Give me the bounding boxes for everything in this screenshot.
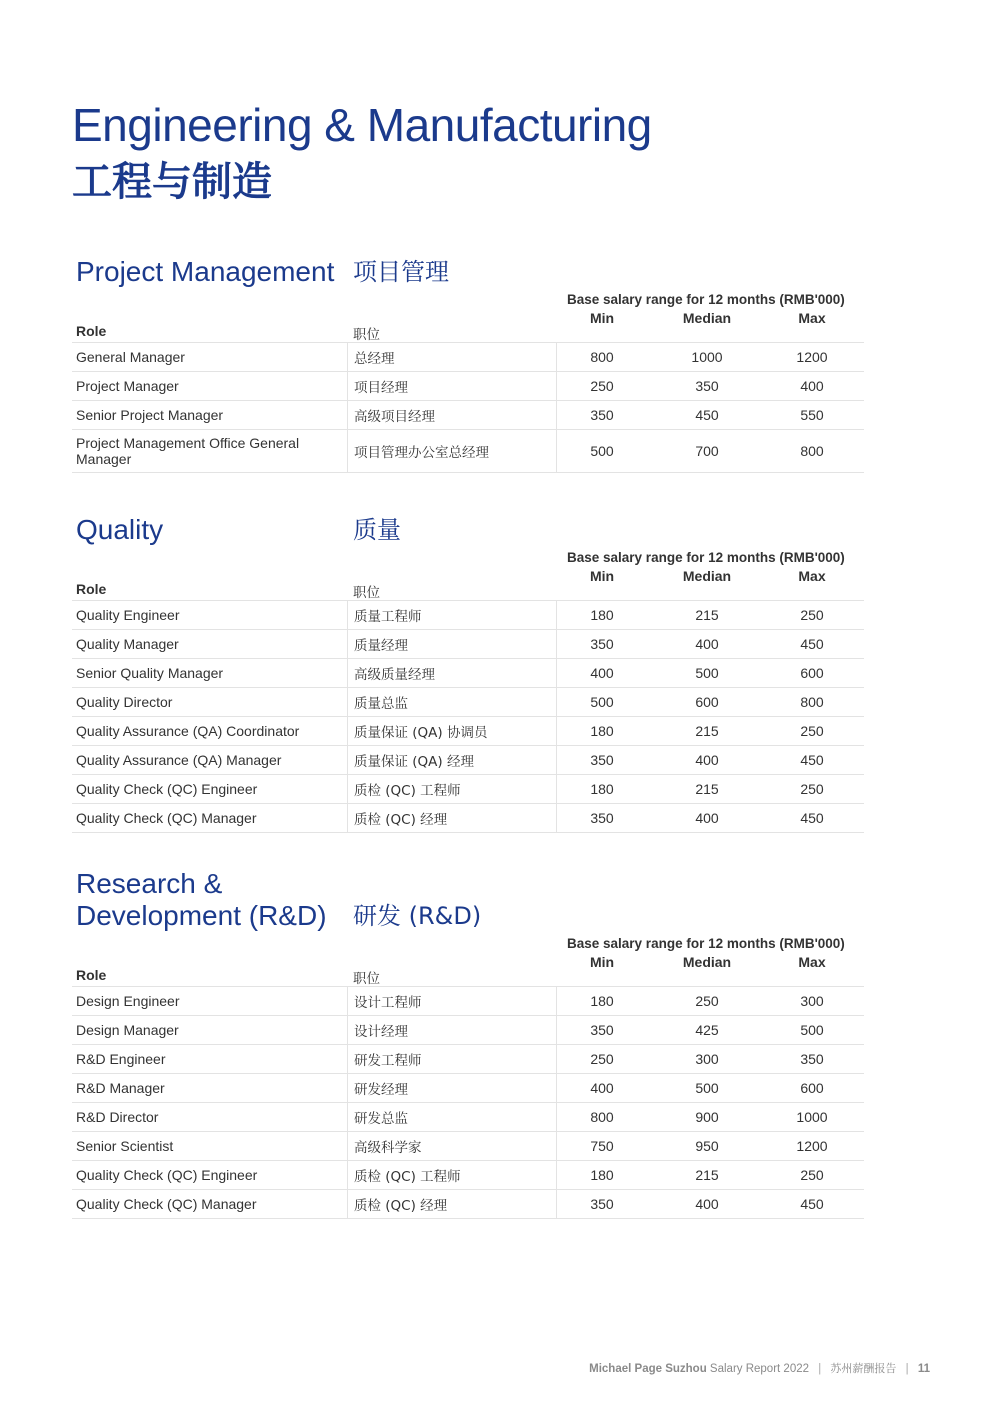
table-row (72, 775, 864, 804)
max-cell: 800 (800, 694, 824, 710)
role-chinese-cell: 高级科学家 (347, 1132, 557, 1160)
role-chinese-cell: 质量保证 (QA) 协调员 (347, 717, 557, 745)
role-cell: Quality Engineer (76, 607, 180, 623)
min-cell: 350 (590, 407, 614, 423)
footer-report-title: Salary Report 2022 (709, 1363, 810, 1375)
min-cell: 750 (590, 1138, 614, 1154)
role-chinese-cell: 质检 (QC) 经理 (347, 804, 557, 832)
min-cell: 180 (590, 781, 614, 797)
min-cell: 250 (590, 378, 614, 394)
max-cell: 450 (800, 1196, 824, 1212)
median-cell: 400 (695, 636, 719, 652)
role-chinese-cell: 质检 (QC) 工程师 (347, 1161, 557, 1189)
role-cell: Quality Check (QC) Manager (76, 810, 257, 826)
role-cell: Quality Assurance (QA) Manager (76, 752, 282, 768)
median-cell: 1000 (691, 349, 723, 365)
max-cell: 600 (800, 1080, 824, 1096)
role-cell: R&D Director (76, 1109, 159, 1125)
median-cell: 400 (695, 810, 719, 826)
table-row (72, 1132, 864, 1161)
role-cell: Senior Quality Manager (76, 665, 224, 681)
min-cell: 350 (590, 752, 614, 768)
role-cell: Quality Check (QC) Engineer (76, 1167, 258, 1183)
role-chinese-cell: 质量工程师 (347, 601, 557, 629)
median-cell: 350 (695, 378, 719, 394)
header-role: Role (76, 581, 107, 597)
min-cell: 500 (590, 694, 614, 710)
max-cell: 400 (800, 378, 824, 394)
min-cell: 350 (590, 1022, 614, 1038)
max-cell: 450 (800, 810, 824, 826)
header-median: Median (682, 954, 732, 970)
salary-range-label: Base salary range for 12 months (RMB'000) (567, 550, 845, 565)
median-cell: 600 (695, 694, 719, 710)
table-row (72, 717, 864, 746)
table-row (72, 1190, 864, 1219)
role-chinese-cell: 设计经理 (347, 1016, 557, 1044)
role-cell: Project Manager (76, 378, 179, 394)
min-cell: 180 (590, 1167, 614, 1183)
table-row (72, 630, 864, 659)
page-title-chinese: 工程与制造 (72, 159, 272, 205)
header-role: Role (76, 967, 107, 983)
min-cell: 500 (590, 443, 614, 459)
header-median: Median (682, 568, 732, 584)
header-min: Min (589, 954, 615, 970)
header-role-chinese: 职位 (353, 971, 380, 987)
table-row (72, 1161, 864, 1190)
table-row (72, 1016, 864, 1045)
max-cell: 300 (800, 993, 824, 1009)
role-cell: R&D Engineer (76, 1051, 166, 1067)
max-cell: 1000 (796, 1109, 828, 1125)
table-row (72, 401, 864, 430)
role-cell: Quality Director (76, 694, 173, 710)
role-chinese-cell: 研发经理 (347, 1074, 557, 1102)
header-min: Min (589, 310, 615, 326)
footer-separator: | (905, 1363, 909, 1375)
role-cell: Quality Check (QC) Manager (76, 1196, 257, 1212)
page-number: 11 (917, 1363, 930, 1375)
max-cell: 250 (800, 1167, 824, 1183)
role-cell: Design Engineer (76, 993, 180, 1009)
role-chinese-cell: 质量保证 (QA) 经理 (347, 746, 557, 774)
max-cell: 250 (800, 723, 824, 739)
role-cell: R&D Manager (76, 1080, 165, 1096)
salary-range-label: Base salary range for 12 months (RMB'000) (567, 936, 845, 951)
table-row (72, 372, 864, 401)
footer-report-title-chinese: 苏州薪酬报告 (830, 1362, 897, 1375)
table-row (72, 804, 864, 833)
median-cell: 900 (695, 1109, 719, 1125)
min-cell: 350 (590, 1196, 614, 1212)
footer-brand: Michael Page Suzhou (589, 1363, 707, 1375)
role-cell: Quality Check (QC) Engineer (76, 781, 258, 797)
section-title-line2: Development (R&D) (76, 900, 327, 931)
role-chinese-cell: 质量总监 (347, 688, 557, 716)
role-cell: Quality Manager (76, 636, 179, 652)
min-cell: 800 (590, 1109, 614, 1125)
role-chinese-cell: 质检 (QC) 经理 (347, 1190, 557, 1218)
median-cell: 450 (695, 407, 719, 423)
median-cell: 215 (695, 781, 719, 797)
median-cell: 500 (695, 665, 719, 681)
max-cell: 550 (800, 407, 824, 423)
table-row (72, 1074, 864, 1103)
min-cell: 400 (590, 665, 614, 681)
role-cell: Design Manager (76, 1022, 179, 1038)
role-cell: Senior Project Manager (76, 407, 224, 423)
role-cell: Senior Scientist (76, 1138, 174, 1154)
header-role-chinese: 职位 (353, 585, 380, 601)
max-cell: 250 (800, 781, 824, 797)
table-body (72, 987, 864, 1219)
median-cell: 250 (695, 993, 719, 1009)
header-max: Max (798, 568, 826, 584)
role-chinese-cell: 高级质量经理 (347, 659, 557, 687)
median-cell: 950 (695, 1138, 719, 1154)
min-cell: 250 (590, 1051, 614, 1067)
role-chinese-cell: 质量经理 (347, 630, 557, 658)
table-row (72, 601, 864, 630)
section-title-chinese: 质量 (353, 516, 401, 544)
table-row (72, 688, 864, 717)
median-cell: 300 (695, 1051, 719, 1067)
section-title: Project Management (76, 256, 335, 287)
table-header (72, 954, 864, 987)
table-header (72, 568, 864, 601)
table-header (72, 310, 864, 343)
median-cell: 700 (695, 443, 719, 459)
max-cell: 350 (800, 1051, 824, 1067)
salary-range-label: Base salary range for 12 months (RMB'000) (567, 292, 845, 307)
role-chinese-cell: 项目经理 (347, 372, 557, 400)
min-cell: 350 (590, 810, 614, 826)
min-cell: 400 (590, 1080, 614, 1096)
median-cell: 215 (695, 607, 719, 623)
role-cell: General Manager (76, 349, 185, 365)
table-row (72, 746, 864, 775)
role-chinese-cell: 高级项目经理 (347, 401, 557, 429)
header-role: Role (76, 323, 107, 339)
table-row (72, 430, 864, 473)
table-row (72, 1103, 864, 1132)
max-cell: 250 (800, 607, 824, 623)
max-cell: 800 (800, 443, 824, 459)
page-title: Engineering & Manufacturing (72, 99, 652, 151)
median-cell: 215 (695, 723, 719, 739)
min-cell: 180 (590, 993, 614, 1009)
max-cell: 450 (800, 636, 824, 652)
section-title-chinese: 研发 (R&D) (353, 902, 482, 930)
min-cell: 180 (590, 723, 614, 739)
role-chinese-cell: 设计工程师 (347, 987, 557, 1015)
page-footer (589, 1360, 930, 1376)
role-chinese-cell: 研发工程师 (347, 1045, 557, 1073)
max-cell: 500 (800, 1022, 824, 1038)
max-cell: 600 (800, 665, 824, 681)
footer-separator: | (818, 1363, 822, 1375)
table-row (72, 987, 864, 1016)
max-cell: 1200 (796, 1138, 828, 1154)
role-chinese-cell: 质检 (QC) 工程师 (347, 775, 557, 803)
max-cell: 450 (800, 752, 824, 768)
min-cell: 800 (590, 349, 614, 365)
table-body (72, 343, 864, 473)
role-chinese-cell: 总经理 (347, 343, 557, 371)
max-cell: 1200 (796, 349, 828, 365)
role-chinese-cell: 研发总监 (347, 1103, 557, 1131)
min-cell: 180 (590, 607, 614, 623)
table-row (72, 659, 864, 688)
table-body (72, 601, 864, 833)
header-role-chinese: 职位 (353, 327, 380, 343)
table-row (72, 343, 864, 372)
section-title: Quality (76, 514, 164, 545)
header-median: Median (682, 310, 732, 326)
section-title-line1: Research & (76, 868, 223, 899)
role-chinese-cell: 项目管理办公室总经理 (347, 430, 557, 472)
header-min: Min (589, 568, 615, 584)
role-cell: Quality Assurance (QA) Coordinator (76, 723, 300, 739)
header-max: Max (798, 954, 826, 970)
table-row (72, 1045, 864, 1074)
section-title-chinese: 项目管理 (353, 258, 449, 286)
median-cell: 400 (695, 752, 719, 768)
header-max: Max (798, 310, 826, 326)
median-cell: 425 (695, 1022, 719, 1038)
median-cell: 400 (695, 1196, 719, 1212)
median-cell: 215 (695, 1167, 719, 1183)
min-cell: 350 (590, 636, 614, 652)
median-cell: 500 (695, 1080, 719, 1096)
role-cell: Project Management Office General Manager (76, 435, 300, 467)
